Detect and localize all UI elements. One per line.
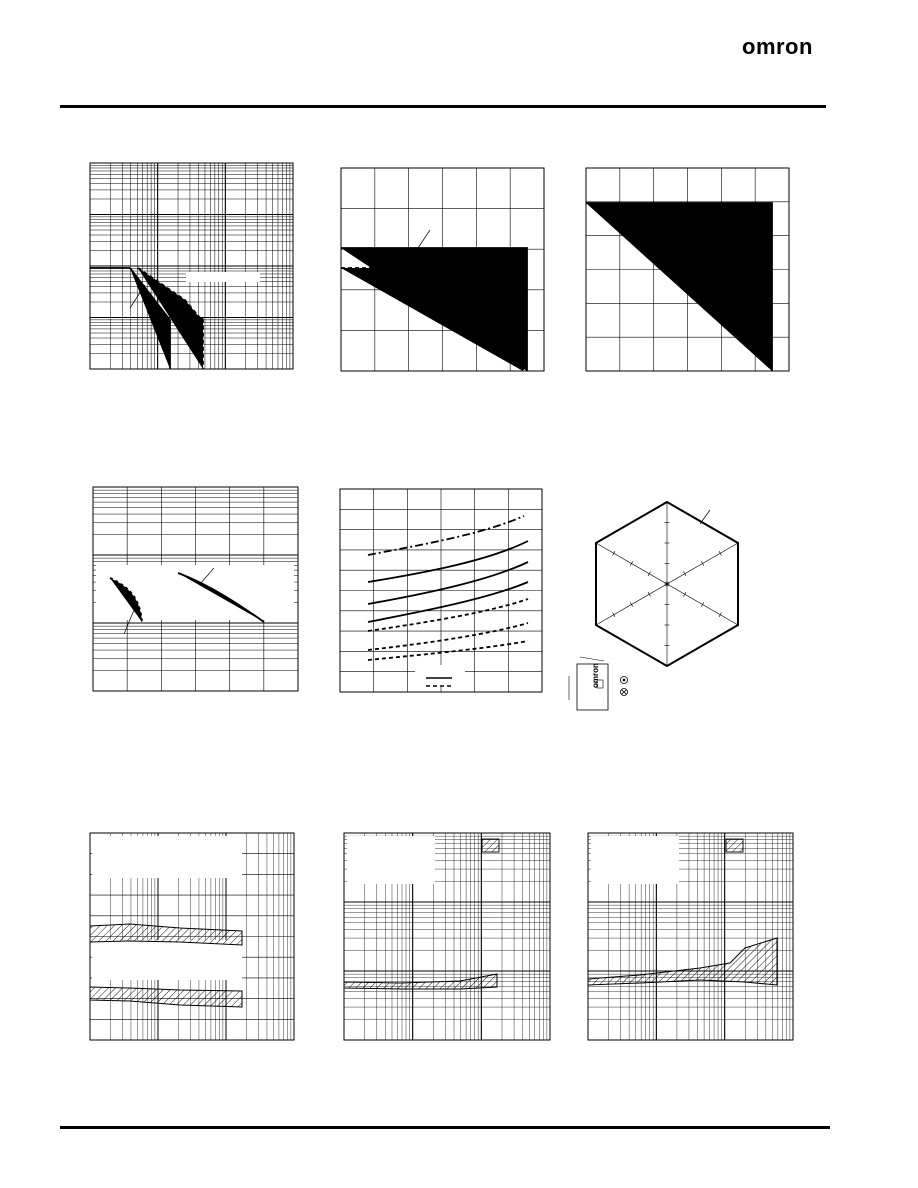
legend-hatch [726, 839, 743, 852]
temp-curve-1 [368, 516, 524, 555]
hatched-band [588, 938, 777, 985]
chart-ambient-current [586, 168, 789, 371]
temp-curve-3 [368, 562, 528, 604]
brand-logo: omron [742, 34, 813, 59]
axis-tick [630, 602, 633, 606]
axis-tick [648, 572, 651, 576]
legend-hatch [482, 839, 499, 852]
axis-tick [612, 551, 615, 555]
hatched-band [90, 987, 242, 1007]
label-mask [92, 836, 242, 878]
axis-tick [612, 613, 615, 617]
temp-curve-5 [368, 599, 528, 631]
axis-tick [701, 602, 704, 606]
temp-curve-2 [368, 541, 528, 582]
series-line [341, 268, 523, 371]
chart-endurance [93, 487, 298, 691]
series-line [586, 203, 772, 371]
label-mask [92, 940, 242, 980]
leader-line [700, 510, 710, 524]
chart-distribution-1 [90, 833, 294, 1040]
legend-box [415, 665, 465, 687]
label-mask [186, 272, 260, 282]
chart-distribution-3 [588, 833, 793, 1040]
axis-tick [719, 551, 722, 555]
axis-tick [719, 613, 722, 617]
axis-tick [648, 592, 651, 596]
temp-curve-7 [368, 641, 528, 660]
direction-out-dot [623, 679, 626, 682]
axis-tick [684, 572, 687, 576]
chart-distribution-2 [344, 833, 550, 1040]
axis-tick [630, 561, 633, 565]
axis-tick [701, 561, 704, 565]
dimension-arrow [580, 657, 604, 661]
chart-temperature-rise [340, 489, 542, 692]
label-mask [591, 836, 679, 884]
leader-line [418, 230, 430, 248]
package-brand: omron [591, 663, 600, 688]
label-mask [347, 836, 435, 884]
axis-tick [684, 592, 687, 596]
hatched-band [90, 924, 242, 945]
chart-max-switching [90, 163, 293, 369]
chart-ambient-voltage [341, 168, 544, 371]
